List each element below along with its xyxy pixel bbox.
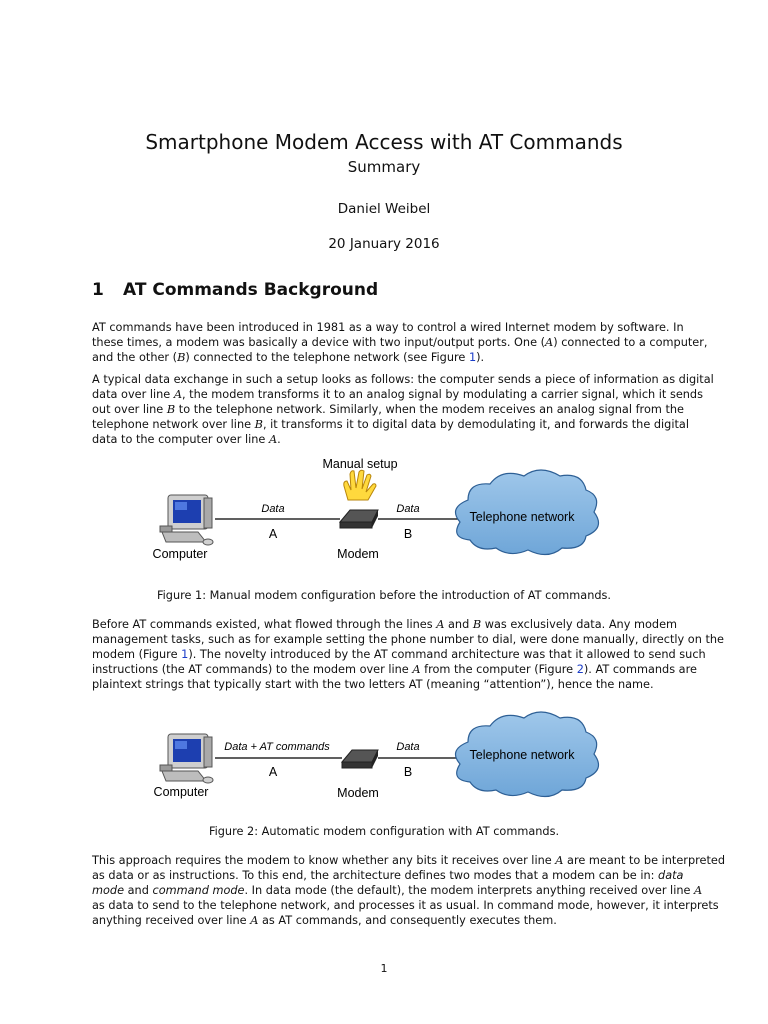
network-label: Telephone network bbox=[469, 748, 575, 762]
data-label-left: Data bbox=[261, 503, 285, 515]
network-label: Telephone network bbox=[469, 510, 575, 524]
section-title: AT Commands Background bbox=[123, 280, 379, 300]
paragraph-3: Before AT commands existed, what flowed through the lines A and B was exclusively data. Any modem management tasks, such as for example setting the phone number to dial, were done manually, directly on the modem (Figure 1). The novelty introduced by the AT command architecture was that it allowed to send such instructions (the AT commands) to the modem over line A from the computer (Figure 2). AT commands are plaintext strings that typically start with the two letters AT (meaning “attention”), hence the name. bbox=[92, 618, 724, 691]
computer-icon bbox=[160, 495, 213, 545]
author: Daniel Weibel bbox=[337, 201, 431, 217]
section-heading bbox=[92, 280, 378, 300]
computer-label: Computer bbox=[152, 547, 208, 561]
figure-1-diagram bbox=[140, 450, 600, 570]
computer-label: Computer bbox=[153, 785, 209, 799]
page-number: 1 bbox=[380, 962, 388, 975]
modem-label: Modem bbox=[337, 547, 379, 561]
computer-icon bbox=[160, 734, 213, 783]
section-number: 1 bbox=[92, 280, 104, 300]
paragraph-1: AT commands have been introduced in 1981 as a way to control a wired Internet modem by software. In these times, a modem was basically a device with two input/output ports. One (A) connected to a computer, and the other (B) connected to the telephone network (see Figure 1). bbox=[92, 321, 708, 364]
data-label-left: Data + AT commands bbox=[224, 741, 330, 753]
line-b-label: B bbox=[403, 527, 413, 541]
data-label-right: Data bbox=[396, 741, 420, 753]
figure-1-caption: Figure 1: Manual modem configuration before the introduction of AT commands. bbox=[156, 589, 612, 602]
modem-icon bbox=[340, 510, 378, 528]
date: 20 January 2016 bbox=[328, 236, 440, 252]
line-a-label: A bbox=[268, 765, 278, 779]
figure-2-diagram bbox=[140, 700, 600, 810]
paragraph-2: A typical data exchange in such a setup looks as follows: the computer sends a piece of information as digital data over line A, the modem transforms it to an analog signal by modulating a carrier signal, which it sends out over line B to the telephone network. Similarly, when the modem receives an analog signal from the telephone network over line B, it transforms it to digital data by demodulating it, and forwards the digital data to the computer over line A. bbox=[92, 373, 714, 446]
paragraph-4: This approach requires the modem to know whether any bits it receives over line A are meant to be interpreted as data or as instructions. To this end, the architecture defines two modes that a modem can be in: data mode and command mode. In data mode (the default), the modem interprets anything received over line A as data to send to the telephone network, and processes it as usual. In command mode, however, it interprets anything received over line A as AT commands, and consequently executes them. bbox=[92, 854, 726, 927]
modem-icon bbox=[342, 750, 378, 768]
paper-title: Smartphone Modem Access with AT Commands bbox=[145, 130, 623, 154]
figure-ref-link[interactable]: 2 bbox=[576, 663, 584, 676]
manual-setup-label: Manual setup bbox=[322, 457, 398, 471]
data-label-right: Data bbox=[396, 503, 420, 515]
figure-ref-link[interactable]: 1 bbox=[468, 351, 477, 364]
figure-ref-link[interactable]: 1 bbox=[181, 648, 189, 661]
paper-subtitle: Summary bbox=[347, 158, 421, 176]
hand-icon bbox=[344, 470, 376, 500]
line-b-label: B bbox=[403, 765, 413, 779]
figure-2-caption: Figure 2: Automatic modem configuration with AT commands. bbox=[208, 825, 560, 838]
line-a-label: A bbox=[268, 527, 278, 541]
modem-label: Modem bbox=[337, 786, 379, 800]
